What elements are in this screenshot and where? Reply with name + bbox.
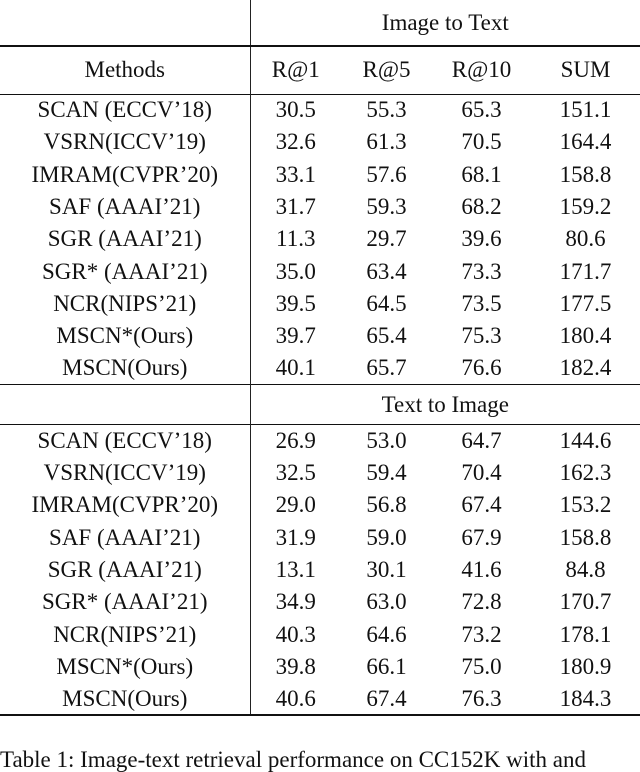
value-cell-r1: 31.9 xyxy=(275,524,316,550)
value-cell-sum: 180.9 xyxy=(559,653,612,679)
table-row xyxy=(0,651,640,683)
table-row xyxy=(0,489,640,521)
value-cell-r10: 76.3 xyxy=(432,683,531,715)
value-cell-r5: 63.4 xyxy=(366,258,407,284)
value-cell-r5: 53.0 xyxy=(341,425,432,457)
value-cell-r1: 34.9 xyxy=(275,589,316,615)
value-cell-r10: 70.4 xyxy=(461,460,502,486)
section-header-row xyxy=(0,385,640,425)
section-title: Text to Image xyxy=(250,385,640,425)
method-cell: SGR* (AAAI’21) xyxy=(0,586,250,618)
value-cell-r10: 68.2 xyxy=(461,194,502,220)
table-row xyxy=(0,618,640,650)
method-cell: MSCN(Ours) xyxy=(0,683,250,715)
header-r10: R@10 xyxy=(432,46,531,94)
method-cell: SGR* (AAAI’21) xyxy=(0,255,250,287)
table-row xyxy=(0,425,640,457)
method-cell: IMRAM(CVPR’20) xyxy=(0,159,250,191)
value-cell-r5: 55.3 xyxy=(341,94,432,126)
value-cell-sum: 184.3 xyxy=(531,683,640,715)
value-cell-r5: 30.1 xyxy=(366,557,407,582)
value-cell-r10: 73.2 xyxy=(461,621,502,647)
value-cell-r5: 59.4 xyxy=(366,460,407,486)
value-cell-r10: 76.6 xyxy=(461,355,502,381)
value-cell-r10: 73.3 xyxy=(461,258,502,284)
value-cell-sum: 164.4 xyxy=(559,129,612,155)
table-row xyxy=(0,320,640,352)
value-cell-sum: 159.2 xyxy=(559,194,612,220)
table-row xyxy=(0,94,640,126)
value-cell-r1: 26.9 xyxy=(250,425,341,457)
value-cell-sum: 84.8 xyxy=(565,557,606,582)
header-r1: R@1 xyxy=(250,46,341,94)
method-cell: SGR (AAAI’21) xyxy=(0,223,250,255)
value-cell-r10: 64.7 xyxy=(432,425,531,457)
value-cell-r10: 75.3 xyxy=(461,323,502,349)
value-cell-r5: 63.0 xyxy=(366,589,407,615)
method-cell: NCR(NIPS’21) xyxy=(0,288,250,320)
value-cell-r5: 67.4 xyxy=(341,683,432,715)
method-cell: IMRAM(CVPR’20) xyxy=(0,489,250,521)
method-cell: SCAN (ECCV’18) xyxy=(0,425,250,457)
value-cell-r1: 31.7 xyxy=(275,194,316,220)
table-row xyxy=(0,586,640,618)
section-header-blank xyxy=(0,0,250,46)
value-cell-r10: 75.0 xyxy=(461,653,502,679)
value-cell-sum: 171.7 xyxy=(559,258,612,284)
value-cell-r10: 67.9 xyxy=(461,524,502,550)
value-cell-sum: 151.1 xyxy=(531,94,640,126)
value-cell-sum: 182.4 xyxy=(559,355,612,381)
method-cell: MSCN*(Ours) xyxy=(0,320,250,352)
value-cell-r5: 66.1 xyxy=(366,653,407,679)
table-row xyxy=(0,255,640,287)
value-cell-r1: 39.8 xyxy=(275,653,316,679)
value-cell-sum: 162.3 xyxy=(559,460,612,486)
method-cell: MSCN*(Ours) xyxy=(0,651,250,683)
header-r5: R@5 xyxy=(341,46,432,94)
value-cell-r10: 65.3 xyxy=(432,94,531,126)
header-sum: SUM xyxy=(531,46,640,94)
value-cell-r1: 11.3 xyxy=(276,226,316,252)
method-cell: VSRN(ICCV’19) xyxy=(0,126,250,158)
table-row xyxy=(0,223,640,255)
column-header-row xyxy=(0,46,640,94)
value-cell-sum: 158.8 xyxy=(559,524,612,550)
table-row xyxy=(0,191,640,223)
value-cell-r10: 39.6 xyxy=(461,226,502,252)
table-row xyxy=(0,683,640,715)
value-cell-sum: 170.7 xyxy=(559,589,612,615)
value-cell-sum: 177.5 xyxy=(559,290,612,316)
value-cell-r5: 29.7 xyxy=(366,226,407,252)
value-cell-sum: 178.1 xyxy=(559,621,612,647)
table-caption: Table 1: Image-text retrieval performance on CC152K with and xyxy=(0,748,586,772)
value-cell-r5: 59.0 xyxy=(366,524,407,550)
method-cell: SGR (AAAI’21) xyxy=(0,554,250,586)
value-cell-r10: 70.5 xyxy=(461,129,502,155)
header-methods: Methods xyxy=(0,46,250,94)
value-cell-r1: 13.1 xyxy=(275,557,316,582)
value-cell-r5: 64.6 xyxy=(366,621,407,647)
method-cell: MSCN(Ours) xyxy=(0,352,250,384)
value-cell-r5: 61.3 xyxy=(366,129,407,155)
value-cell-r1: 40.6 xyxy=(250,683,341,715)
value-cell-r1: 32.6 xyxy=(275,129,316,155)
value-cell-r1: 29.0 xyxy=(275,492,316,518)
value-cell-r1: 35.0 xyxy=(275,258,316,284)
method-cell: SCAN (ECCV’18) xyxy=(0,94,250,126)
value-cell-r1: 30.5 xyxy=(250,94,341,126)
value-cell-sum: 80.6 xyxy=(565,226,606,252)
method-cell: SAF (AAAI’21) xyxy=(0,191,250,223)
value-cell-sum: 180.4 xyxy=(559,323,612,349)
value-cell-r1: 33.1 xyxy=(275,161,316,187)
value-cell-r1: 39.7 xyxy=(275,323,316,349)
section-header-row xyxy=(0,0,640,46)
value-cell-sum: 153.2 xyxy=(559,492,612,518)
value-cell-r10: 73.5 xyxy=(461,290,502,316)
value-cell-sum: 158.8 xyxy=(559,161,612,187)
value-cell-r5: 64.5 xyxy=(366,290,407,316)
table-row xyxy=(0,288,640,320)
section-title: Image to Text xyxy=(381,9,509,35)
table-row xyxy=(0,352,640,384)
table-row xyxy=(0,457,640,489)
value-cell-r10: 72.8 xyxy=(461,589,502,615)
value-cell-r10: 67.4 xyxy=(461,492,502,518)
value-cell-r5: 65.4 xyxy=(366,323,407,349)
value-cell-sum: 144.6 xyxy=(531,425,640,457)
table-row xyxy=(0,126,640,158)
value-cell-r5: 56.8 xyxy=(366,492,407,518)
table-row xyxy=(0,554,640,586)
value-cell-r10: 41.6 xyxy=(461,557,502,582)
value-cell-r1: 40.3 xyxy=(275,621,316,647)
method-cell: SAF (AAAI’21) xyxy=(0,522,250,554)
value-cell-r1: 32.5 xyxy=(275,460,316,486)
value-cell-r1: 39.5 xyxy=(275,290,316,316)
value-cell-r5: 57.6 xyxy=(366,161,407,187)
section-header-blank xyxy=(0,385,250,425)
value-cell-r5: 59.3 xyxy=(366,194,407,220)
method-cell: NCR(NIPS’21) xyxy=(0,618,250,650)
value-cell-r1: 40.1 xyxy=(275,355,316,381)
value-cell-r5: 65.7 xyxy=(366,355,407,381)
value-cell-r10: 68.1 xyxy=(461,161,502,187)
table-row xyxy=(0,522,640,554)
table-row xyxy=(0,159,640,191)
method-cell: VSRN(ICCV’19) xyxy=(0,457,250,489)
